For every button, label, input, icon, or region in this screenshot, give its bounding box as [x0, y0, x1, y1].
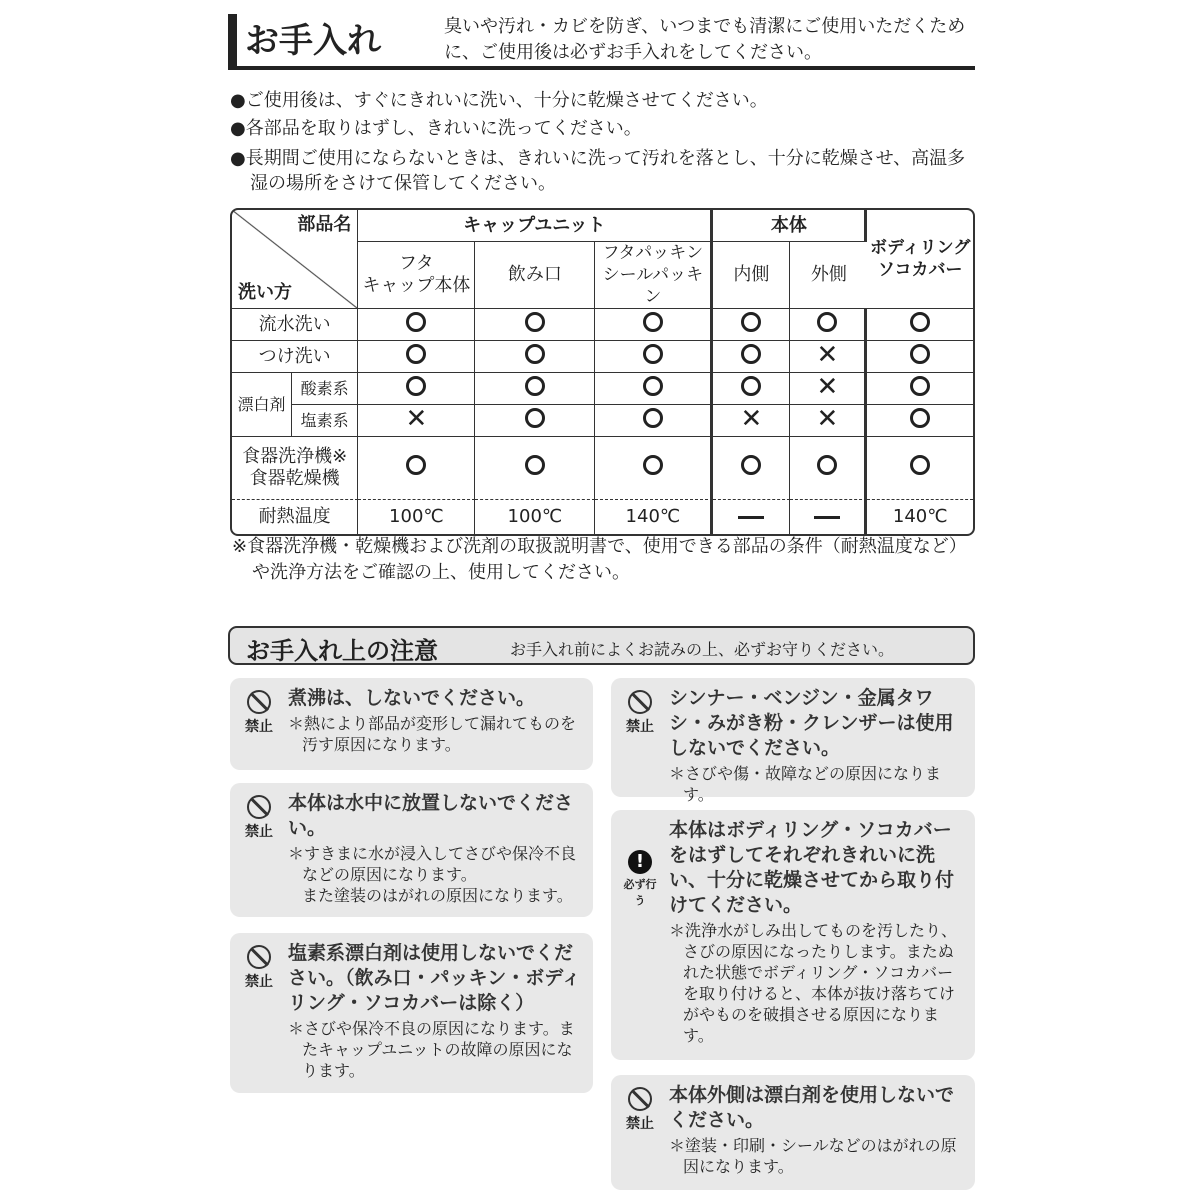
table-row: [232, 341, 973, 373]
circle-icon: [741, 344, 761, 364]
exclamation-icon: !: [628, 850, 652, 874]
mark-cell: [358, 309, 475, 341]
circle-icon: [525, 312, 545, 332]
mark-cell: [595, 373, 713, 405]
table-row: [232, 309, 973, 341]
mark-cell: [867, 405, 973, 437]
circle-icon: [525, 376, 545, 396]
mark-cell: [358, 405, 475, 437]
row-label: 酸素系: [292, 373, 358, 405]
circle-icon: [643, 344, 663, 364]
caution-box: 禁止 煮沸は、しないでください。 ＊熱により部品が変形して漏れてものを汚す原因になります。: [230, 678, 593, 770]
prohibit-icon: [247, 795, 271, 819]
caution-note: ＊さびや傷・故障などの原因になります。: [669, 764, 942, 804]
mark-cell: [713, 405, 790, 437]
group-header: キャップユニット: [358, 210, 713, 242]
caution-note: ＊塗装・印刷・シールなどのはがれの原因になります。: [669, 1136, 957, 1176]
mark-cell: [595, 405, 713, 437]
circle-icon: [910, 312, 930, 332]
part-header: 外側: [790, 242, 867, 309]
mark-cell: [358, 341, 475, 373]
heat-cell: [713, 500, 790, 534]
mark-cell: [358, 373, 475, 405]
circle-icon: [525, 455, 545, 475]
circle-icon: [741, 376, 761, 396]
bullet: ●長期間ご使用にならないときは、きれいに洗って汚れを落とし、十分に乾燥させ、高温多湿の場所をさけて保管してください。: [230, 148, 966, 194]
heat-cell: 140℃: [892, 506, 948, 527]
prohibit-icon: [628, 1087, 652, 1111]
circle-icon: [406, 376, 426, 396]
mark-cell: [790, 437, 867, 500]
caution-box: ! 必ず行う 本体はボディリング・ソコカバーをはずしてそれぞれきれいに洗い、十分に乾燥させてから取り付けてください。 ＊洗浄水がしみ出してものを汚したり、さびの原因になったりします。またぬれた状態でボディリング・ソコカバーを取り付けると、本体が抜け落ちてけがやものを破損させる原因になります。: [611, 810, 975, 1060]
caution-box: 禁止 本体外側は漂白剤を使用しないでください。 ＊塗装・印刷・シールなどのはがれの原因になります。: [611, 1075, 975, 1190]
mark-cell: [867, 437, 973, 500]
heat-cell: 100℃: [475, 500, 595, 534]
mark-cell: [358, 437, 475, 500]
group-header: ボディリング ソコカバー: [867, 210, 973, 309]
circle-icon: [910, 455, 930, 475]
mark-cell: [595, 437, 713, 500]
circle-icon: [817, 312, 837, 332]
mark-cell: [867, 373, 973, 405]
cross-icon: ✕: [740, 403, 763, 434]
caution-box: 禁止 本体は水中に放置しないでください。 ＊すきまに水が浸入してさびや保冷不良などの原因になります。 また塗装のはがれの原因になります。: [230, 783, 593, 917]
row-label: つけ洗い: [232, 341, 358, 373]
caution-title: 本体は水中に放置しないでください。: [288, 792, 574, 839]
heat-cell: 140℃: [595, 500, 713, 534]
circle-icon: [643, 376, 663, 396]
dash-icon: [738, 516, 764, 519]
mark-cell: [475, 341, 595, 373]
cross-icon: ✕: [405, 403, 428, 434]
circle-icon: [910, 408, 930, 428]
cross-icon: ✕: [816, 371, 839, 402]
circle-icon: [525, 408, 545, 428]
circle-icon: [741, 312, 761, 332]
bullet: ●ご使用後は、すぐにきれいに洗い、十分に乾燥させてください。: [230, 90, 768, 111]
table-row: [232, 405, 973, 437]
mark-cell: [713, 437, 790, 500]
part-header: フタ キャップ本体: [358, 242, 475, 309]
row-group-label: 漂白剤: [232, 373, 292, 437]
caution-note: ＊熱により部品が変形して漏れてものを汚す原因になります。: [288, 714, 577, 754]
footnote: ※食器洗浄機・乾燥機および洗剤の取扱説明書で、使用できる部品の条件（耐熱温度など）や洗浄方法をご確認の上、使用してください。: [232, 536, 967, 583]
caution-title: 塩素系漂白剤は使用しないでください。（飲み口・パッキン・ボディリング・ソコカバーは除く）: [288, 942, 581, 1014]
caution-title: シンナー・ベンジン・金属タワシ・みがき粉・クレンザーは使用しないでください。: [669, 687, 954, 759]
table-row: [232, 437, 973, 500]
mark-cell: [475, 405, 595, 437]
care-table: [230, 208, 975, 536]
row-label: 塩素系: [292, 405, 358, 437]
cross-icon: ✕: [816, 339, 839, 370]
mark-cell: [713, 373, 790, 405]
caution-note: ＊さびや保冷不良の原因になります。またキャップユニットの故障の原因になります。: [288, 1019, 575, 1080]
circle-icon: [741, 455, 761, 475]
mark-cell: [790, 341, 867, 373]
circle-icon: [910, 344, 930, 364]
mark-cell: [790, 373, 867, 405]
circle-icon: [643, 408, 663, 428]
caution-title: 本体はボディリング・ソコカバーをはずしてそれぞれきれいに洗い、十分に乾燥させてから取り付けてください。: [669, 819, 955, 916]
mark-cell: [475, 373, 595, 405]
circle-icon: [525, 344, 545, 364]
caution-title: 煮沸は、しないでください。: [288, 687, 536, 709]
caution-note: ＊洗浄水がしみ出してものを汚したり、さびの原因になったりします。またぬれた状態でボディリング・ソコカバーを取り付けると、本体が抜け落ちてけがやものを破損させる原因になります。: [669, 921, 958, 1045]
mark-cell: [595, 309, 713, 341]
prohibit-icon: [247, 690, 271, 714]
dash-icon: [814, 516, 840, 519]
group-header: 本体: [713, 210, 867, 242]
section-description: 臭いや汚れ・カビを防ぎ、いつまでも清潔にご使用いただくために、ご使用後は必ずお手入れをしてください。: [444, 16, 966, 63]
cross-icon: ✕: [816, 403, 839, 434]
caution-title: 本体外側は漂白剤を使用しないでください。: [669, 1084, 955, 1131]
mark-cell: [867, 309, 973, 341]
row-label: 流水洗い: [232, 309, 358, 341]
caution-box: 禁止 塩素系漂白剤は使用しないでください。（飲み口・パッキン・ボディリング・ソコカバーは除く） ＊さびや保冷不良の原因になります。またキャップユニットの故障の原因になります。: [230, 933, 593, 1093]
mark-cell: [790, 309, 867, 341]
heat-cell: 100℃: [358, 500, 475, 534]
mark-cell: [713, 309, 790, 341]
mark-cell: [595, 341, 713, 373]
circle-icon: [406, 455, 426, 475]
circle-icon: [910, 376, 930, 396]
mark-cell: [713, 341, 790, 373]
table-row: [232, 373, 973, 405]
table-row: [232, 500, 973, 534]
prohibit-icon: [628, 690, 652, 714]
corner-cell: 部品名 洗い方: [232, 210, 358, 309]
section-title: お手入れ: [228, 14, 410, 68]
row-label: 食器洗浄機※ 食器乾燥機: [232, 437, 358, 500]
cautions-title: お手入れ上の注意: [246, 637, 438, 665]
mark-cell: [475, 437, 595, 500]
mark-cell: [867, 341, 973, 373]
bullet: ●各部品を取りはずし、きれいに洗ってください。: [230, 118, 642, 139]
caution-box: 禁止 シンナー・ベンジン・金属タワシ・みがき粉・クレンザーは使用しないでください。 ＊さびや傷・故障などの原因になります。: [611, 678, 975, 797]
part-header: フタパッキン シールパッキン: [595, 242, 713, 309]
mark-cell: [475, 309, 595, 341]
caution-note: ＊すきまに水が浸入してさびや保冷不良などの原因になります。 また塗装のはがれの原因になります。: [288, 844, 577, 905]
prohibit-icon: [247, 945, 271, 969]
circle-icon: [817, 455, 837, 475]
circle-icon: [643, 455, 663, 475]
part-header: 飲み口: [475, 242, 595, 309]
cautions-subtitle: お手入れ前によくお読みの上、必ずお守りください。: [510, 640, 895, 659]
heat-cell: [790, 500, 867, 534]
circle-icon: [406, 344, 426, 364]
part-header: 内側: [713, 242, 790, 309]
mark-cell: [790, 405, 867, 437]
cautions-header: [228, 626, 975, 665]
circle-icon: [406, 312, 426, 332]
section-header: [228, 14, 975, 70]
row-label: 耐熱温度: [232, 500, 358, 534]
circle-icon: [643, 312, 663, 332]
